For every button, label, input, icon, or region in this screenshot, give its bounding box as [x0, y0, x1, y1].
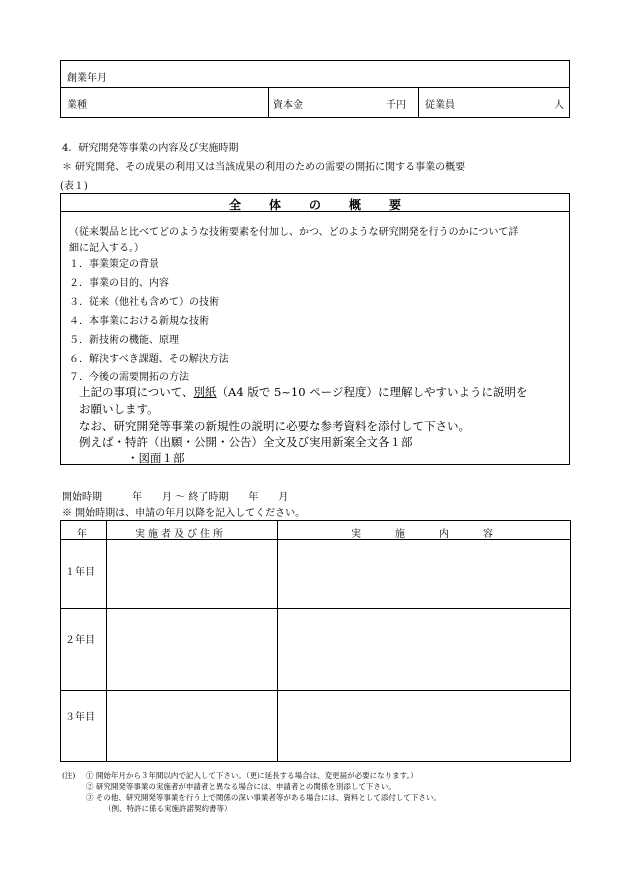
capital-label: 資本金 [273, 100, 303, 111]
industry-row [61, 88, 569, 118]
paragraph-text: （A4 版で 5~10 ページ程度）に理解しやすいように説明を [216, 385, 528, 399]
list-item: ６．解決すべき課題、その解決方法 [69, 354, 229, 365]
year-label: ２年目 [65, 635, 95, 646]
year-label: １年目 [65, 567, 95, 578]
column-divider [106, 521, 107, 761]
overview-box [60, 193, 570, 465]
employees-unit: 人 [554, 100, 564, 111]
example-paragraph: ・図面１部 [127, 451, 185, 465]
overview-instruction: 細に記入する。） [69, 243, 144, 254]
note-sub: （例、特許に係る実施許諾契約書等） [104, 804, 232, 813]
employees-label: 従業員 [425, 100, 455, 111]
divider [418, 88, 419, 118]
explanation-paragraph: お願いします。 [79, 402, 159, 416]
row-divider [61, 608, 570, 609]
overview-title-row [61, 194, 569, 212]
row-divider [61, 690, 570, 691]
example-paragraph: 例えば・特許（出願・公開・公告）全文及び実用新案全文各１部 [79, 435, 413, 449]
founding-label: 創業年月 [67, 73, 107, 84]
explanation-paragraph [79, 384, 528, 400]
overview-title: 全体の概要 [228, 198, 429, 212]
column-header-implementer: 実施者及び住所 [135, 529, 226, 540]
column-header-year: 年 [77, 529, 87, 540]
notes-prefix: (注) [62, 771, 76, 780]
section-note: ＊ 研究開発、その成果の利用又は当該成果の利用のための需要の開拓に関する事業の概要 [62, 162, 466, 173]
note-item: ② 研究開発等事業の実施者が申請者と異なる場合には、申請者との関係を別添して下さい。 [86, 782, 396, 791]
section-heading: 4．研究開発等事業の内容及び実施時期 [62, 143, 239, 154]
list-item: ７．今後の需要開拓の方法 [69, 372, 189, 383]
reference-paragraph: なお、研究開発等事業の新規性の説明に必要な参考資料を添付して下さい。 [79, 419, 470, 433]
period-line: 開始時期 年 月 ～ 終了時期 年 月 [62, 492, 289, 503]
list-item: ３．従来（他社も含めて）の技術 [69, 297, 219, 308]
attachment-link[interactable]: 別紙 [193, 385, 217, 399]
table-reference: (表１) [60, 181, 88, 192]
company-info-table [60, 60, 570, 118]
note-item: ③ その他、研究開発等事業を行う上で関係の深い事業者等がある場合には、資料として添付して下さい。 [86, 793, 441, 802]
list-item: １．事業策定の背景 [69, 259, 159, 270]
founding-row [61, 61, 569, 88]
overview-instruction: （従来製品と比べてどのような技術要素を付加し、かつ、どのような研究開発を行うのかについて詳 [69, 227, 519, 238]
note-item: ① 開始年月から３年間以内で記入して下さい。（更に延長する場合は、変更届が必要になります。） [86, 771, 418, 780]
schedule-table [60, 520, 571, 762]
year-label: ３年目 [65, 712, 95, 723]
column-header-content: 実 施 内 容 [351, 529, 505, 540]
capital-unit: 千円 [386, 100, 406, 111]
period-note: ※ 開始時期は、申請の年月以降を記入してください。 [62, 508, 306, 519]
list-item: ５．新技術の機能、原理 [69, 335, 179, 346]
divider [268, 88, 269, 118]
column-divider [277, 521, 278, 761]
industry-label: 業種 [67, 100, 87, 111]
list-item: ２．事業の目的、内容 [69, 278, 169, 289]
paragraph-text: 上記の事項について、 [79, 385, 194, 399]
list-item: ４．本事業における新規な技術 [69, 316, 209, 327]
